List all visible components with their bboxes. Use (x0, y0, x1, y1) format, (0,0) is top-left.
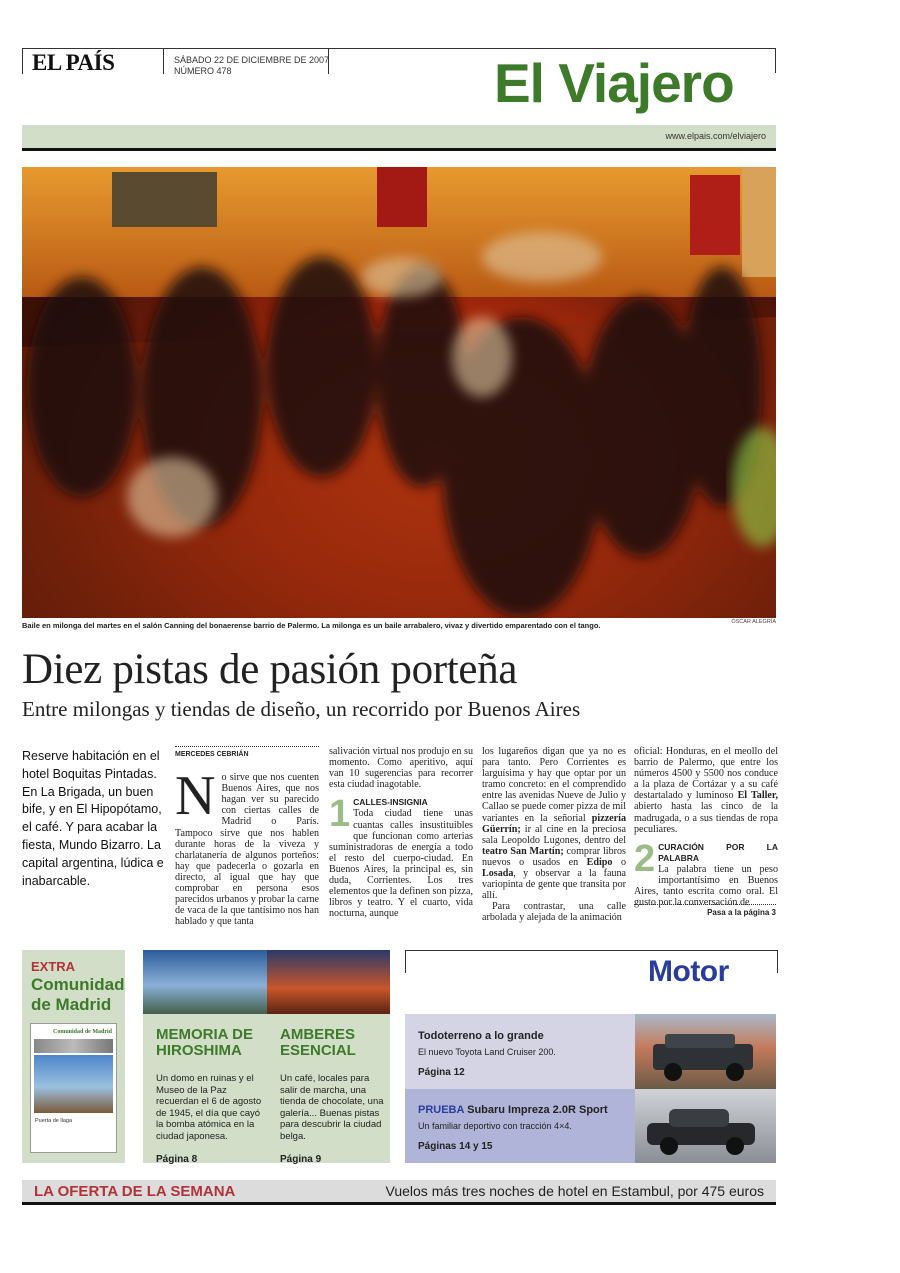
milonga-photo (22, 167, 776, 618)
antwerp-photo[interactable] (267, 950, 390, 1014)
module-text: Un café, locales para salir de marcha, una tienda de chocolate, una galería... Buenas pistas para descubrir la ciudad belga. (280, 1073, 384, 1142)
text-run: oficial: Honduras, en el meollo del barrio de Palermo, que entre los números 4500 y 5500 nos conduce a la plaza de Cortázar y a su café destartalado y luminoso (634, 746, 778, 802)
issue-date (174, 55, 329, 77)
module-text: Un domo en ruinas y el Museo de la Paz recuerdan el 6 de agosto de 1945, el día que cayó la bomba atómica en la ciudad japonesa. (156, 1073, 262, 1142)
continue-link[interactable]: Pasa a la página 3 (634, 904, 776, 917)
offer-text: Vuelos más tres noches de hotel en Estambul, por 475 euros (385, 1183, 764, 1199)
text-run: los lugareños digan que ya no es para tanto. Pero Corrientes es larguísima y hay que optar por un tramo concreto: en el comprendido entre las avenidas Nueve de Julio y Callao se puede comer pizza de mil variantes en la señorial (482, 746, 626, 824)
masthead-edge (775, 48, 776, 73)
section-title: El Viajero (494, 52, 734, 114)
toyota-photo[interactable] (635, 1014, 776, 1089)
section-url[interactable]: www.elpais.com/elviajero (665, 131, 766, 141)
paragraph: salivación virtual nos produjo en su momento. Como aperitivo, aquí van 10 sugerencias para recorrer esta ciudad inagotable. (329, 746, 473, 791)
motor-item-subaru[interactable] (405, 1089, 635, 1163)
teaser: Reserve habitación en el hotel Boquitas Pintadas. En La Brigada, un buen bife, y en El Hipopótamo, el café. Y para acabar la fiesta, Mundo Bizarro. La capital argentina, lúdica e inabarcable. (22, 749, 164, 888)
section-title: CALLES-INSIGNIA (353, 797, 428, 808)
motor-kicker: PRUEBA (418, 1104, 465, 1116)
thumb-photo (34, 1055, 113, 1113)
text-run: abierto hasta las cinco de la madrugada, o a sus tiendas de ropa peculiares. (634, 801, 778, 835)
masthead-rule (328, 48, 776, 49)
article-column-3 (482, 746, 626, 924)
text-run: o (612, 856, 626, 868)
motor-item-page: Página 12 (418, 1067, 465, 1078)
module-page: Página 9 (280, 1154, 322, 1165)
offer-label: LA OFERTA DE LA SEMANA (34, 1183, 236, 1200)
offer-rule (22, 1202, 776, 1205)
suv-icon (635, 1014, 776, 1089)
venue-name: teatro San Martín; (482, 845, 564, 857)
venue-name: Losada (482, 868, 514, 880)
section-number: 2 (634, 837, 656, 880)
header-rule (22, 148, 776, 151)
motor-item-title: Todoterreno a lo grande (418, 1030, 544, 1042)
article-column-2 (329, 746, 473, 919)
thumb-headline: Puerta de llaga (35, 1118, 72, 1124)
motor-item-toyota[interactable] (405, 1014, 635, 1089)
article-column-1 (175, 746, 319, 927)
text-run: , y observar a la fauna variopinta de gente que transita por allí. (482, 868, 626, 902)
motor-title[interactable]: Motor (648, 955, 729, 988)
article-column-4 (634, 746, 778, 908)
header-bar (22, 125, 776, 148)
issue-number: NÚMERO 478 (174, 66, 232, 76)
paragraph: o sirve que nos cuenten Buenos Aires, que nos hagan ver su parecido con ciertas calles de Madrid o París. Tampoco sirve que nos hablen durante horas de la viveza y charlatanería de algunos porteños: hay que padecerla o gozarla en directo, al igual que hay que comprobar en persona esos parecidos urbanos y probar la carne de vaca de la que tantísimo nos han hablado y que tanta (175, 772, 319, 928)
photo-credit: ÓSCAR ALEGRÍA (731, 619, 776, 625)
extra-title: Comunidad de Madrid (31, 975, 125, 1014)
date-text: SÁBADO 22 DE DICIEMBRE DE 2007 (174, 55, 330, 65)
headline[interactable]: Diez pistas de pasión porteña (22, 646, 518, 693)
motor-item-text: Un familiar deportivo con tracción 4×4. (418, 1121, 572, 1131)
motor-item-text: El nuevo Toyota Land Cruiser 200. (418, 1047, 556, 1057)
photo-caption: Baile en milonga del martes en el salón Canning del bonaerense barrio de Palermo. La milonga es un baile arrabalero, vivaz y divertido emparentado con el tango. (22, 621, 601, 630)
text-run: comprar libros nuevos o usados en (482, 845, 626, 868)
byline: MERCEDES CEBRIÁN (175, 746, 319, 760)
venue-name: pizzería Güerrín; (482, 812, 626, 835)
paragraph: Toda ciudad tiene unas cuantas calles insustituibles que funcionan como arterias suministradoras de energía a todo el resto del cuerpo-ciudad. En Buenos Aires, la principal es, sin duda, Corrientes. Los tres elementos que la definen son pizza, libros y teatro. Y el cuarto, vida nocturna, aunque (329, 808, 473, 920)
module-title: AMBERES ESENCIAL (280, 1026, 356, 1059)
subheadline: Entre milongas y tiendas de diseño, un recorrido por Buenos Aires (22, 697, 581, 721)
venue-name: Edipo (586, 856, 613, 868)
module-hiroshima[interactable] (156, 1027, 266, 1165)
module-page: Página 8 (156, 1154, 198, 1165)
venue-name: El Taller, (737, 790, 778, 802)
car-icon (635, 1089, 776, 1163)
el-pais-logo[interactable]: EL PAÍS (32, 50, 115, 75)
hiroshima-photo[interactable] (143, 950, 267, 1014)
supplement-thumbnail[interactable] (30, 1023, 117, 1153)
paragraph: Para contrastar, una calle arbolada y alejada de la animación (482, 901, 626, 924)
paragraph: La palabra tiene un peso importantísimo en Buenos Aires, tanto escrita como oral. El gusto por la conversación de (634, 863, 778, 909)
subaru-photo[interactable] (635, 1089, 776, 1163)
module-amberes[interactable] (280, 1027, 385, 1165)
drop-cap: N (175, 765, 216, 828)
motor-item-page: Páginas 14 y 15 (418, 1141, 493, 1152)
thumb-strip (34, 1039, 113, 1053)
module-title: MEMORIA DE HIROSHIMA (156, 1026, 253, 1059)
extra-label: EXTRA (31, 959, 76, 974)
section-number: 1 (329, 793, 351, 836)
dancers-illustration (22, 167, 776, 618)
section-title: CURACIÓN POR LA PALABRA (658, 841, 778, 863)
text-run: ir al cine en la preciosa sala Leopoldo Lugones, dentro del (482, 823, 626, 846)
thumb-header: Comunidad de Madrid (53, 1029, 113, 1035)
motor-item-title: Subaru Impreza 2.0R Sport (467, 1104, 608, 1116)
